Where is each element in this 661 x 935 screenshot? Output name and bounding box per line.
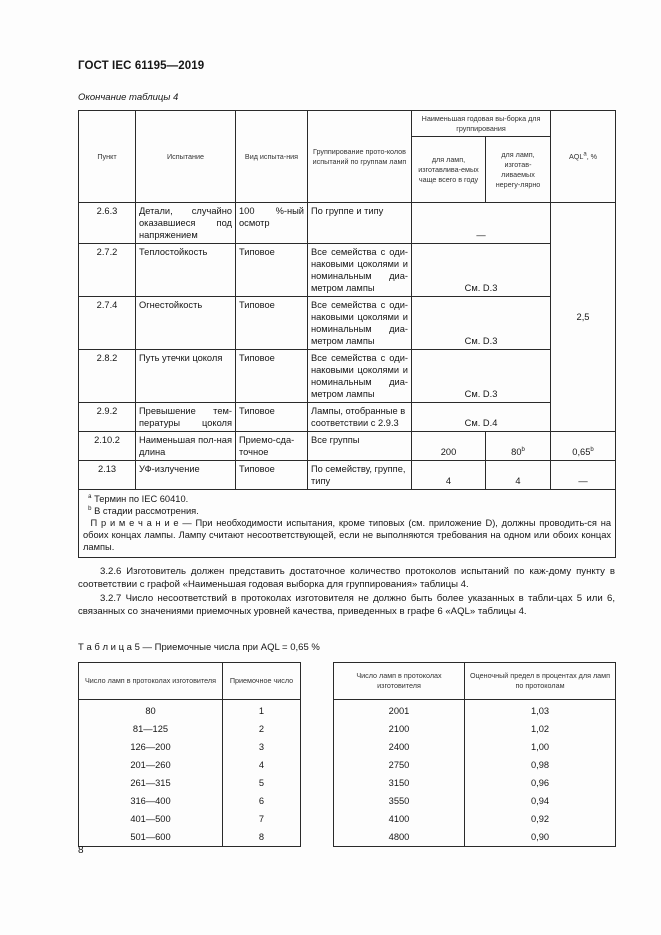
cell-aql: — bbox=[551, 461, 616, 490]
cell-estimated-limit: 1,02 bbox=[465, 720, 616, 738]
col-header-lamp-count: Число ламп в протоколах изготовителя bbox=[79, 663, 223, 700]
cell-test: Превышение тем-пературы цоколя bbox=[136, 403, 236, 432]
table-row bbox=[79, 432, 616, 461]
cell-item: 2.9.2 bbox=[79, 403, 136, 432]
cell-item: 2.7.4 bbox=[79, 297, 136, 350]
table-row bbox=[79, 297, 616, 350]
cell-item: 2.13 bbox=[79, 461, 136, 490]
col-header-estimated-limit: Оценочный предел в процентах для ламп по протоколам bbox=[465, 663, 616, 700]
footnote-b bbox=[83, 505, 611, 517]
col-header-lamp-count: Число ламп в протоколах изготовителя bbox=[334, 663, 465, 700]
cell-item: 2.8.2 bbox=[79, 350, 136, 403]
cell-sample: См. D.3 bbox=[412, 244, 551, 297]
col-header-irregular: для ламп, изготав-ливаемых нерегу-лярно bbox=[486, 137, 551, 203]
table-row bbox=[79, 700, 301, 721]
cell-estimated-limit: 0,98 bbox=[465, 756, 616, 774]
cell-type: Типовое bbox=[236, 244, 308, 297]
table-row bbox=[334, 720, 616, 738]
table5-caption-label: Т а б л и ц а 5 bbox=[78, 642, 140, 653]
cell-grouping: Все семейства с оди-наковыми цоколями и номинальным диа-метром лампы bbox=[308, 297, 412, 350]
footnote-a-mark: a bbox=[88, 493, 92, 500]
note-text: — При необходимости испытания, кроме типовых (см. приложение D), должны проводить-ся на обоих концах лампы. Лампу считают несоответствующей, если не выполняются требования на одном или обоих концах лампы. bbox=[83, 518, 612, 552]
cell-lamp-count: 316—400 bbox=[79, 792, 223, 810]
cell-type: Типовое bbox=[236, 350, 308, 403]
table-row bbox=[79, 756, 301, 774]
cell-type: Типовое bbox=[236, 403, 308, 432]
table-row bbox=[79, 461, 616, 490]
note-label: П р и м е ч а н и е bbox=[90, 518, 179, 528]
table-row bbox=[79, 810, 301, 828]
cell-lamp-count: 126—200 bbox=[79, 738, 223, 756]
col-header-min-sample: Наименьшая годовая вы-борка для группирования bbox=[412, 111, 551, 137]
paragraph-3-2-6: 3.2.6 Изготовитель должен представить достаточное количество протоколов испытаний по каж-дому пункту в соответствии с графой «Наименьшая годовая выборка для группирования» таблицы 4. bbox=[78, 566, 615, 590]
table4-caption: Окончание таблицы 4 bbox=[78, 92, 179, 103]
cell-estimated-limit: 0,94 bbox=[465, 792, 616, 810]
col-header-test-type: Вид испыта-ния bbox=[236, 111, 308, 203]
cell-estimated-limit: 1,03 bbox=[465, 700, 616, 721]
cell-lamp-count: 2001 bbox=[334, 700, 465, 721]
table-row bbox=[334, 700, 616, 721]
col-header-aql bbox=[551, 111, 616, 203]
footnote-a-text: Термин по IEC 60410. bbox=[91, 494, 189, 504]
paragraph-3-2-7: 3.2.7 Число несоответствий в протоколах изготовителя не должно быть более указанных в табли-цах 5 или 6, связанных со значениями приемочных уровней качества, приведенных в графе 6 «AQL» таблицы 4. bbox=[78, 593, 615, 617]
cell-lamp-count: 201—260 bbox=[79, 756, 223, 774]
cell-acceptance-number: 5 bbox=[223, 774, 301, 792]
table-row bbox=[79, 774, 301, 792]
cell-estimated-limit: 0,96 bbox=[465, 774, 616, 792]
aql-label: AQL bbox=[568, 151, 584, 161]
cell-lamp-count: 3550 bbox=[334, 792, 465, 810]
cell-grouping: Лампы, отобранные в соответствии с 2.9.3 bbox=[308, 403, 412, 432]
table-row bbox=[334, 756, 616, 774]
cell-acceptance-number: 2 bbox=[223, 720, 301, 738]
table-row bbox=[79, 828, 301, 847]
cell-lamp-count: 4800 bbox=[334, 828, 465, 847]
table-row bbox=[79, 203, 616, 244]
footnote-a bbox=[83, 493, 611, 505]
table-notes bbox=[79, 490, 616, 558]
col-header-grouping: Группирование прото-колов испытаний по группам ламп bbox=[308, 111, 412, 203]
cell-acceptance-number: 8 bbox=[223, 828, 301, 847]
irregular-value: 80 bbox=[511, 447, 522, 457]
cell-grouping: Все группы bbox=[308, 432, 412, 461]
cell-lamp-count: 4100 bbox=[334, 810, 465, 828]
footnote-b-mark: b bbox=[88, 505, 92, 512]
cell-acceptance-number: 3 bbox=[223, 738, 301, 756]
table5-caption bbox=[78, 642, 320, 653]
cell-acceptance-number: 1 bbox=[223, 700, 301, 721]
cell-grouping: Все семейства с оди-наковыми цоколями и номинальным диа-метром лампы bbox=[308, 350, 412, 403]
col-header-test: Испытание bbox=[136, 111, 236, 203]
table5-caption-text: — Приемочные числа при AQL = 0,65 % bbox=[139, 642, 320, 653]
cell-test: Теплостойкость bbox=[136, 244, 236, 297]
cell-frequent: 4 bbox=[412, 461, 486, 490]
cell-type: Типовое bbox=[236, 461, 308, 490]
table-5-left bbox=[78, 662, 301, 847]
footnote-mark-b: b bbox=[521, 446, 525, 453]
cell-acceptance-number: 7 bbox=[223, 810, 301, 828]
cell-lamp-count: 80 bbox=[79, 700, 223, 721]
table-row bbox=[334, 792, 616, 810]
table-row bbox=[79, 792, 301, 810]
table-row bbox=[334, 738, 616, 756]
table-row bbox=[334, 828, 616, 847]
cell-sample: — bbox=[412, 203, 551, 244]
col-header-frequent: для ламп, изготавлива-емых чаще всего в году bbox=[412, 137, 486, 203]
cell-estimated-limit: 0,92 bbox=[465, 810, 616, 828]
cell-test: Огнестойкость bbox=[136, 297, 236, 350]
cell-lamp-count: 81—125 bbox=[79, 720, 223, 738]
cell-lamp-count: 2400 bbox=[334, 738, 465, 756]
cell-aql-merged: 2,5 bbox=[551, 203, 616, 432]
cell-irregular bbox=[486, 432, 551, 461]
cell-lamp-count: 3150 bbox=[334, 774, 465, 792]
cell-sample: См. D.3 bbox=[412, 297, 551, 350]
cell-acceptance-number: 4 bbox=[223, 756, 301, 774]
cell-grouping: По группе и типу bbox=[308, 203, 412, 244]
table-row bbox=[79, 720, 301, 738]
cell-test: Путь утечки цоколя bbox=[136, 350, 236, 403]
cell-lamp-count: 261—315 bbox=[79, 774, 223, 792]
table-row bbox=[334, 810, 616, 828]
col-header-acceptance-number: Приемочное число bbox=[223, 663, 301, 700]
table-row bbox=[79, 350, 616, 403]
table-row bbox=[79, 244, 616, 297]
footnote-mark-b: b bbox=[590, 446, 594, 453]
cell-type: Приемо-сда-точное bbox=[236, 432, 308, 461]
cell-lamp-count: 2100 bbox=[334, 720, 465, 738]
cell-grouping: По семейству, группе, типу bbox=[308, 461, 412, 490]
table-note bbox=[83, 517, 611, 553]
cell-sample: См. D.3 bbox=[412, 350, 551, 403]
cell-irregular: 4 bbox=[486, 461, 551, 490]
aql-unit: , % bbox=[586, 151, 598, 161]
col-header-item: Пункт bbox=[79, 111, 136, 203]
table-row bbox=[334, 774, 616, 792]
cell-test: Детали, случайно оказавшиеся под напряжением bbox=[136, 203, 236, 244]
table-4 bbox=[78, 110, 616, 558]
table-row bbox=[79, 738, 301, 756]
cell-type: Типовое bbox=[236, 297, 308, 350]
aql-value: 0,65 bbox=[572, 447, 591, 457]
cell-type: 100 %-ный осмотр bbox=[236, 203, 308, 244]
cell-test: УФ-излучение bbox=[136, 461, 236, 490]
page-number: 8 bbox=[78, 845, 84, 856]
cell-item: 2.10.2 bbox=[79, 432, 136, 461]
document-header: ГОСТ IEC 61195—2019 bbox=[78, 60, 205, 72]
cell-estimated-limit: 1,00 bbox=[465, 738, 616, 756]
aql-footnote-mark: a bbox=[583, 151, 587, 158]
cell-sample: См. D.4 bbox=[412, 403, 551, 432]
cell-item: 2.7.2 bbox=[79, 244, 136, 297]
cell-frequent: 200 bbox=[412, 432, 486, 461]
footnote-b-text: В стадии рассмотрения. bbox=[91, 506, 199, 516]
cell-item: 2.6.3 bbox=[79, 203, 136, 244]
cell-test: Наименьшая пол-ная длина bbox=[136, 432, 236, 461]
cell-lamp-count: 401—500 bbox=[79, 810, 223, 828]
table-row bbox=[79, 403, 616, 432]
cell-estimated-limit: 0,90 bbox=[465, 828, 616, 847]
cell-grouping: Все семейства с оди-наковыми цоколями и номинальным диа-метром лампы bbox=[308, 244, 412, 297]
table-notes-row bbox=[79, 490, 616, 558]
table-5-right bbox=[333, 662, 616, 847]
cell-aql bbox=[551, 432, 616, 461]
cell-lamp-count: 2750 bbox=[334, 756, 465, 774]
cell-acceptance-number: 6 bbox=[223, 792, 301, 810]
cell-lamp-count: 501—600 bbox=[79, 828, 223, 847]
